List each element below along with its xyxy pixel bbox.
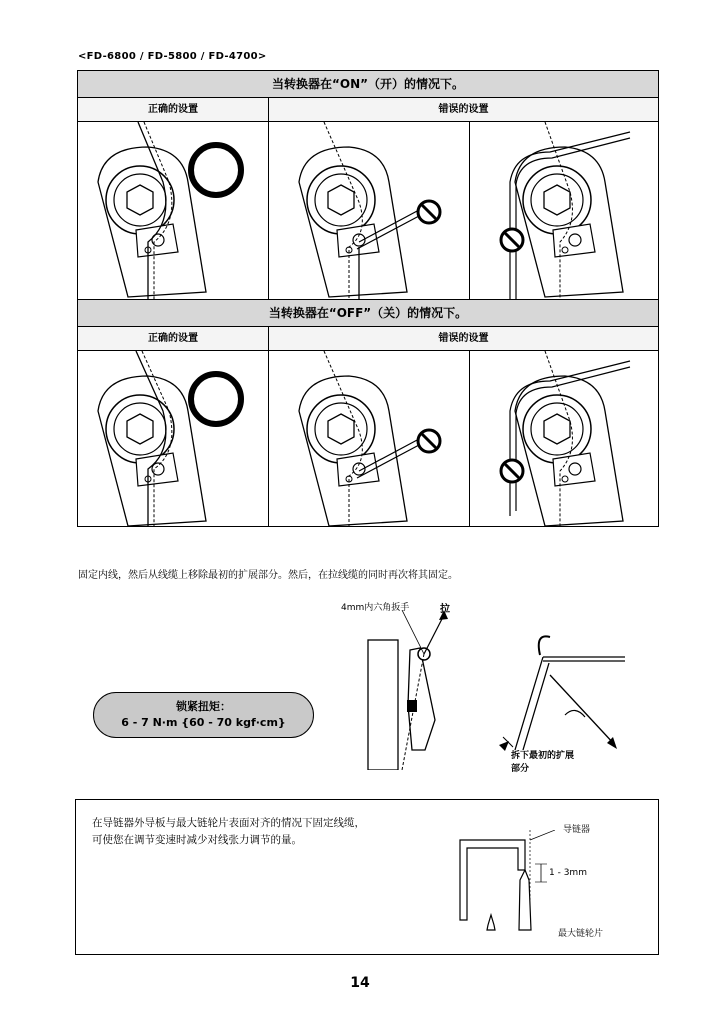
tip-line-2: 可使您在调节变速时减少对线张力调节的量。: [92, 834, 302, 846]
settings-table: [77, 70, 659, 527]
off-correct-figure: [78, 351, 268, 526]
off-wrong-label: 错误的设置: [269, 327, 658, 351]
tip-line-1: 在导链器外导板与最大链轮片表面对齐的情况下固定线缆，: [92, 817, 365, 829]
on-wrong-figure-1: [269, 122, 469, 299]
torque-title: 锁紧扭矩：: [176, 700, 231, 713]
page-number: 14: [350, 975, 370, 991]
prohibited-icon: [501, 229, 523, 251]
remove-label: [511, 750, 574, 776]
model-line: <FD-6800 / FD-5800 / FD-4700>: [78, 51, 267, 62]
sprocket-label: 最大链轮片: [558, 929, 604, 939]
pull-label: 拉: [440, 604, 450, 615]
prohibited-icon: [418, 430, 440, 452]
on-wrong-label: 错误的设置: [269, 98, 658, 122]
cable-removal-figure: [495, 625, 630, 755]
off-correct-label: 正确的设置: [78, 327, 269, 351]
prohibited-icon: [418, 201, 440, 223]
section-off-title: 当转换器在“OFF”（关）的情况下。: [78, 299, 658, 327]
correct-circle-icon: [191, 374, 241, 424]
section-on-title: 当转换器在“ON”（开）的情况下。: [78, 71, 658, 98]
gap-diagram: [455, 830, 555, 940]
torque-value: 6 - 7 N·m {60 - 70 kgf·cm}: [121, 716, 286, 729]
off-wrong-figure-2: [470, 351, 658, 526]
prohibited-icon: [501, 460, 523, 482]
remove-label-line-1: 拆下最初的扩展: [511, 751, 575, 761]
on-correct-label: 正确的设置: [78, 98, 269, 122]
derailleur-label: 导链器: [563, 825, 591, 835]
on-wrong-figure-2: [470, 122, 658, 299]
correct-circle-icon: [191, 145, 241, 195]
tip-text: [92, 815, 365, 849]
instruction-text: 固定内线，然后从线缆上移除最初的扩展部分。然后，在拉线缆的同时再次将其固定。: [78, 570, 458, 581]
hex-wrench-label: 4mm内六角扳手: [341, 603, 410, 613]
off-wrong-figure-1: [269, 351, 469, 526]
on-correct-figure: [78, 122, 268, 299]
remove-label-line-2: 部分: [511, 764, 530, 774]
gap-label: 1 - 3mm: [549, 868, 587, 878]
wrench-figure: [340, 610, 470, 770]
torque-badge: [93, 692, 314, 738]
